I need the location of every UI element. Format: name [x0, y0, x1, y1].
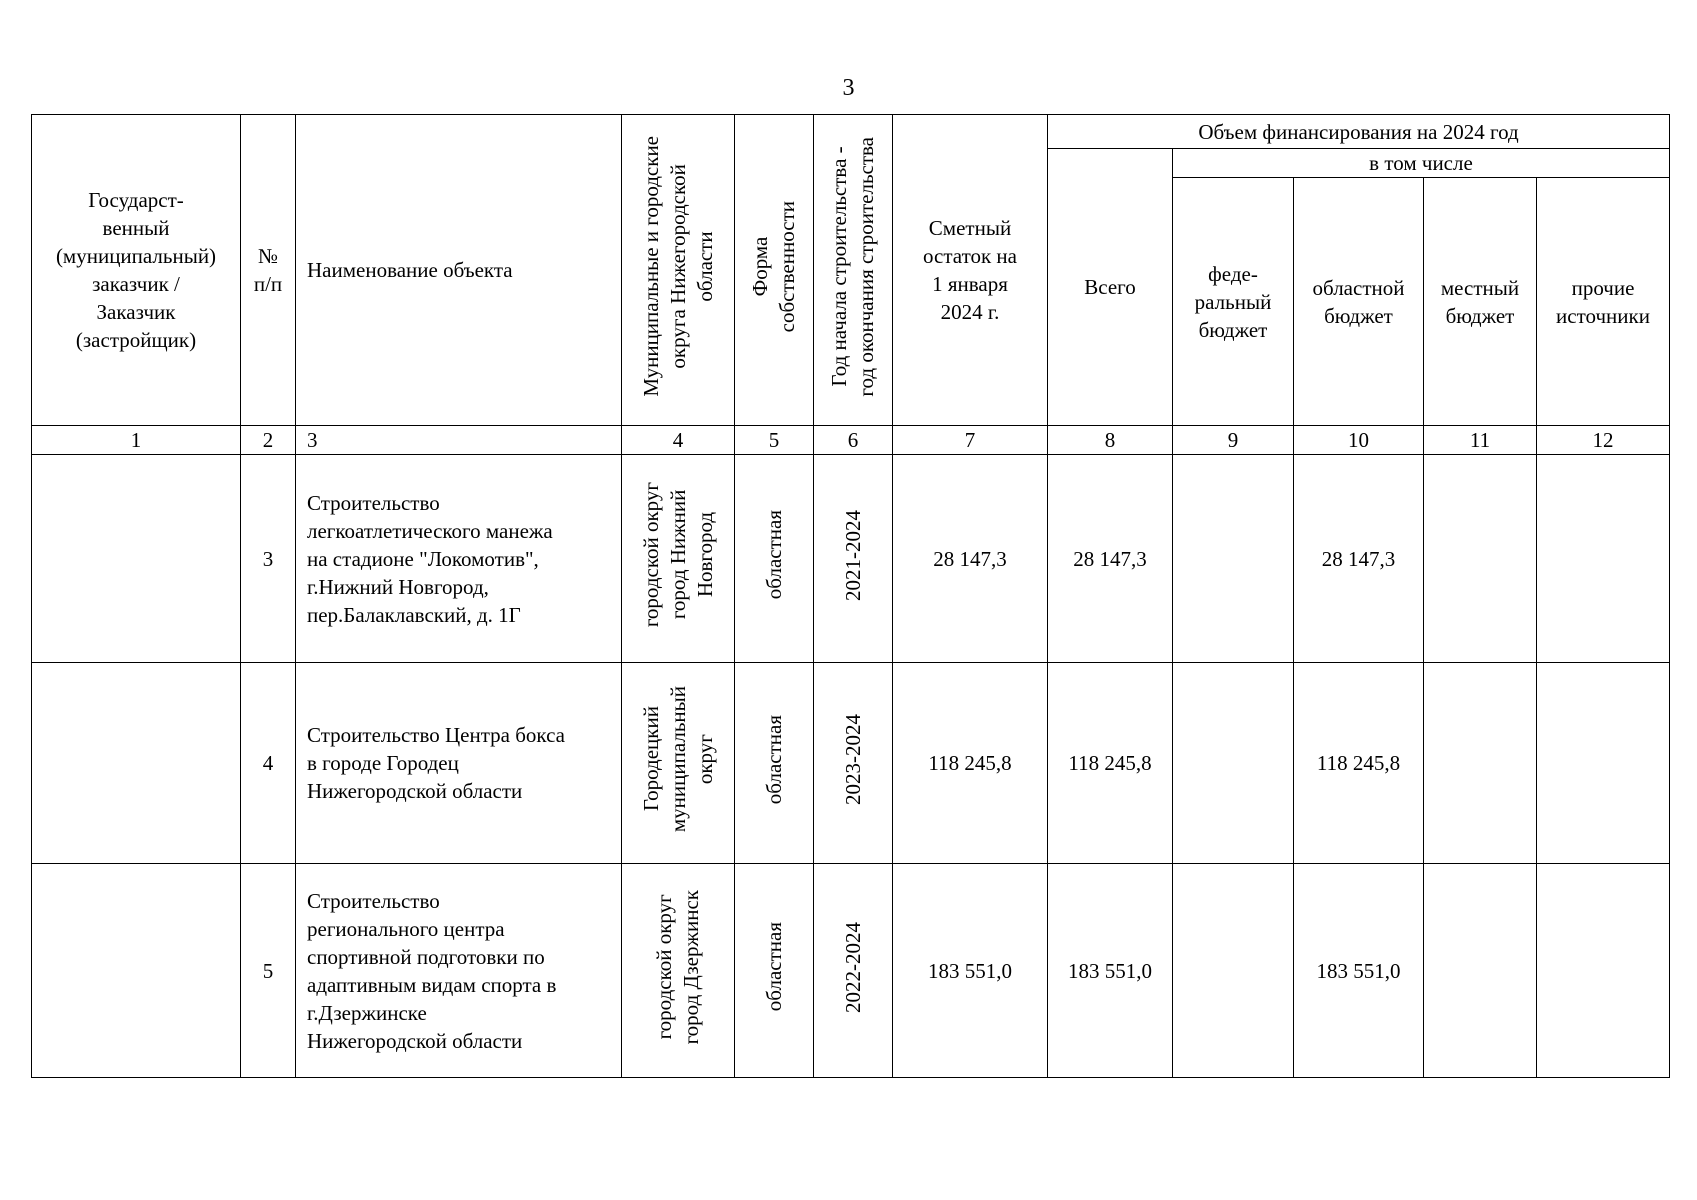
- cell-years: 2021-2024: [814, 455, 893, 663]
- header-federal: феде- ральный бюджет: [1173, 178, 1294, 426]
- cell-total: 118 245,8: [1048, 663, 1173, 864]
- header-municipal: Муниципальные и городские округа Нижегородской области: [622, 115, 735, 426]
- cell-estimate: 118 245,8: [893, 663, 1048, 864]
- cell-years: 2023-2024: [814, 663, 893, 864]
- cell-object-name: Строительство Центра бокса в городе Городец Нижегородской области: [296, 663, 622, 864]
- column-number: 5: [735, 426, 814, 455]
- cell-regional: 183 551,0: [1294, 864, 1424, 1078]
- cell-other: [1537, 663, 1670, 864]
- column-number: 9: [1173, 426, 1294, 455]
- cell-total: 183 551,0: [1048, 864, 1173, 1078]
- financing-table: [31, 114, 1670, 1078]
- cell-number: 4: [241, 663, 296, 864]
- cell-federal: [1173, 663, 1294, 864]
- cell-other: [1537, 455, 1670, 663]
- column-number: 3: [296, 426, 622, 455]
- column-number: 11: [1424, 426, 1537, 455]
- cell-estimate: 28 147,3: [893, 455, 1048, 663]
- column-number: 8: [1048, 426, 1173, 455]
- cell-estimate: 183 551,0: [893, 864, 1048, 1078]
- cell-object-name: Строительство регионального центра спортивной подготовки по адаптивным видам спорта в г.Дзержинске Нижегородской области: [296, 864, 622, 1078]
- cell-regional: 28 147,3: [1294, 455, 1424, 663]
- column-number: 1: [32, 426, 241, 455]
- cell-customer: [32, 663, 241, 864]
- cell-municipal: Городецкий муниципальный округ: [622, 663, 735, 864]
- cell-federal: [1173, 455, 1294, 663]
- header-number: № п/п: [241, 115, 296, 426]
- cell-ownership: областная: [735, 663, 814, 864]
- header-financing: Объем финансирования на 2024 год: [1048, 115, 1670, 149]
- header-ownership: Форма собственности: [735, 115, 814, 426]
- header-other: прочие источники: [1537, 178, 1670, 426]
- cell-municipal: городской округ город Дзержинск: [622, 864, 735, 1078]
- cell-local: [1424, 455, 1537, 663]
- column-number: 4: [622, 426, 735, 455]
- cell-regional: 118 245,8: [1294, 663, 1424, 864]
- cell-ownership: областная: [735, 455, 814, 663]
- column-number: 2: [241, 426, 296, 455]
- column-number: 10: [1294, 426, 1424, 455]
- header-object-name: Наименование объекта: [296, 115, 622, 426]
- header-including: в том числе: [1173, 149, 1670, 178]
- cell-ownership: областная: [735, 864, 814, 1078]
- header-estimate: Сметный остаток на 1 января 2024 г.: [893, 115, 1048, 426]
- column-number-row: [32, 426, 1670, 455]
- header-years: Год начала строительства - год окончания строительства: [814, 115, 893, 426]
- header-customer: Государст- венный (муниципальный) заказчик / Заказчик (застройщик): [32, 115, 241, 426]
- column-number: 12: [1537, 426, 1670, 455]
- table-row: [32, 663, 1670, 864]
- column-number: 6: [814, 426, 893, 455]
- cell-other: [1537, 864, 1670, 1078]
- cell-local: [1424, 663, 1537, 864]
- cell-local: [1424, 864, 1537, 1078]
- cell-customer: [32, 864, 241, 1078]
- cell-municipal: городской округ город Нижний Новгород: [622, 455, 735, 663]
- header-local: местный бюджет: [1424, 178, 1537, 426]
- page-number: 3: [842, 75, 855, 101]
- header-total: Всего: [1048, 149, 1173, 426]
- cell-number: 5: [241, 864, 296, 1078]
- cell-federal: [1173, 864, 1294, 1078]
- table-row: [32, 455, 1670, 663]
- cell-years: 2022-2024: [814, 864, 893, 1078]
- table-row: [32, 864, 1670, 1078]
- cell-total: 28 147,3: [1048, 455, 1173, 663]
- cell-object-name: Строительство легкоатлетического манежа на стадионе "Локомотив", г.Нижний Новгород, пер.Балаклавский, д. 1Г: [296, 455, 622, 663]
- column-number: 7: [893, 426, 1048, 455]
- cell-customer: [32, 455, 241, 663]
- header-regional: областной бюджет: [1294, 178, 1424, 426]
- cell-number: 3: [241, 455, 296, 663]
